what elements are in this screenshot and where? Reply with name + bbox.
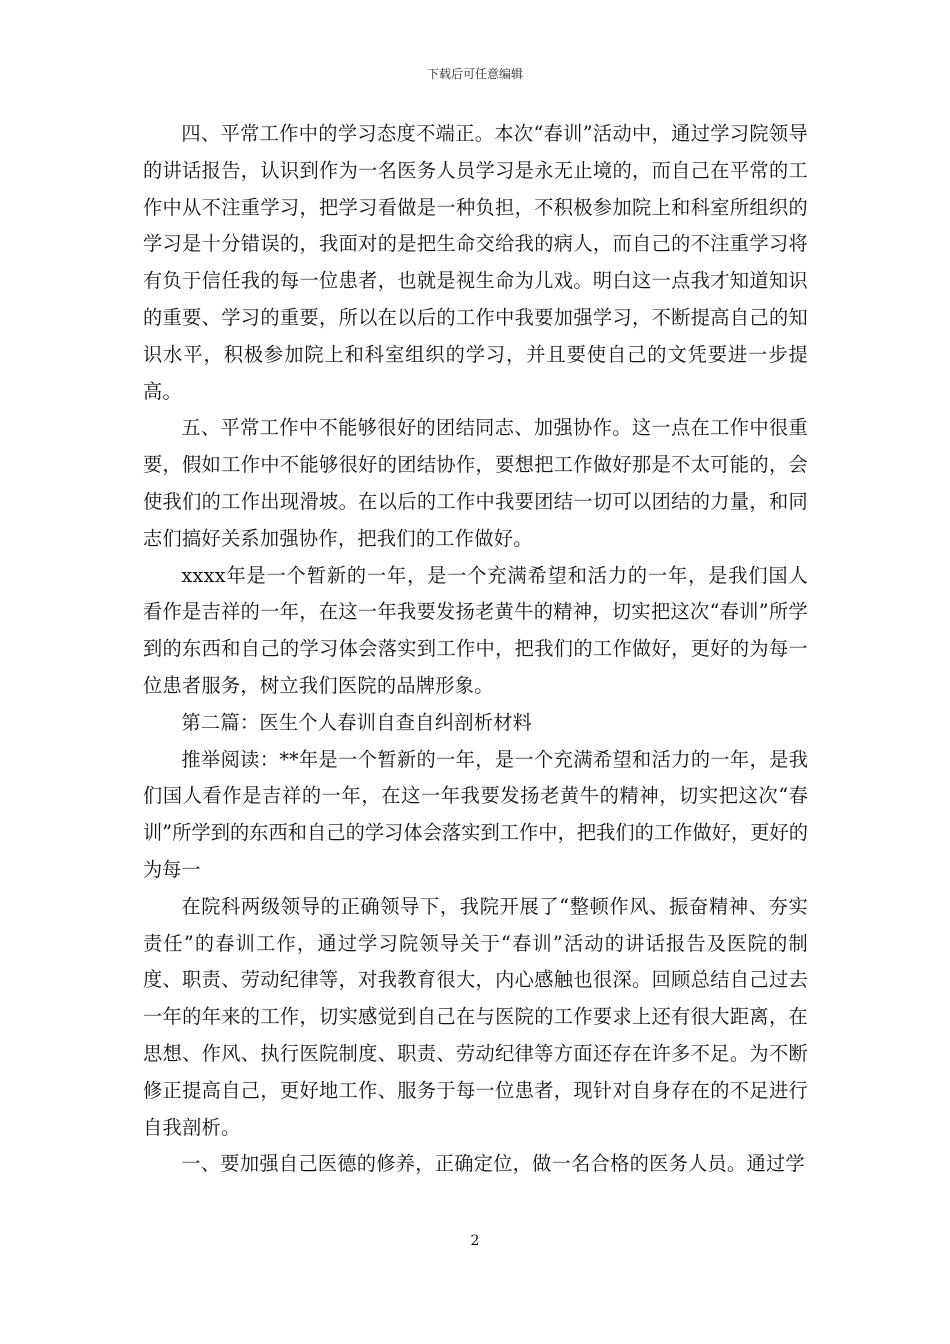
page-header: 下载后可任意编辑 [426, 67, 523, 81]
paragraph-section-four: 四、平常工作中的学习态度不端正。本次“春训”活动中，通过学习院领导的讲话报告，认识到作为一名医务人员学习是永无止境的，而自己在平常的工作中从不注重学习，把学习看做是一种负担，不积极参加院上和科室所组织的学习是十分错误的，我面对的是把生命交给我的病人，而自己的不注重学习将有负于信任我的每一位患者，也就是视生命为儿戏。明白这一点我才知道知识的重要、学习的重要，所以在以后的工作中我要加强学习，不断提高自己的知识水平，积极参加院上和科室组织的学习，并且要使自己的文凭要进一步提高。 [143, 122, 808, 403]
document-body [143, 116, 808, 1183]
paragraph-introduction: 在院科两级领导的正确领导下，我院开展了“整顿作风、振奋精神、夯实责任”的春训工作，通过学习院领导关于“春训”活动的讲话报告及医院的制度、职责、劳动纪律等，对我教育很大，内心感触也很深。回顾总结自己过去一年的年来的工作，切实感觉到自己在与医院的工作要求上还有很大距离，在思想、作风、执行医院制度、职责、劳动纪律等方面还存在许多不足。为不断修正提高自己，更好地工作、服务于每一位患者，现针对自身存在的不足进行自我剖析。 [143, 894, 808, 1139]
paragraph-year-summary: xxxx年是一个暂新的一年，是一个充满希望和活力的一年，是我们国人看作是吉祥的一年，在这一年我要发扬老黄牛的精神，切实把这次“春训”所学到的东西和自己的学习体会落实到工作中，把我们的工作做好，更好的为每一位患者服务，树立我们医院的品牌形象。 [143, 563, 808, 697]
paragraph-recommended-reading: 推举阅读：**年是一个暂新的一年，是一个充满希望和活力的一年，是我们国人看作是吉祥的一年，在这一年我要发扬老黄牛的精神，切实把这次“春训”所学到的东西和自己的学习体会落实到工作中，把我们的工作做好，更好的为每一 [143, 747, 808, 881]
paragraph-section-five: 五、平常工作中不能够很好的团结同志、加强协作。这一点在工作中很重要，假如工作中不能够很好的团结协作，要想把工作做好那是不太可能的，会使我们的工作出现滑坡。在以后的工作中我要团结一切可以团结的力量，和同志们搞好关系加强协作，把我们的工作做好。 [143, 416, 808, 550]
paragraph-section-one: 一、要加强自己医德的修养，正确定位，做一名合格的医务人员。通过学 [181, 1152, 805, 1176]
page-number: 2 [470, 1233, 480, 1249]
article-two-title: 第二篇：医生个人春训自查自纠剖析材料 [181, 710, 533, 734]
